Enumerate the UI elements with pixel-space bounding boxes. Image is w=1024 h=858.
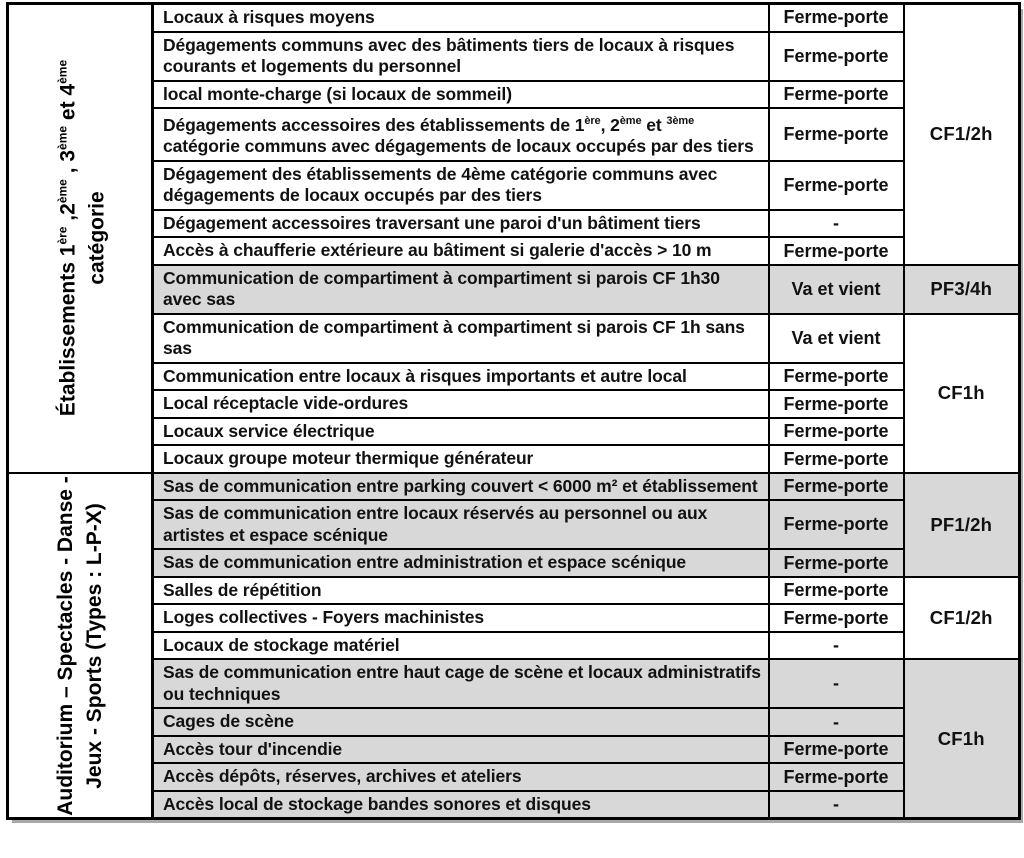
door-type-cell: Ferme-porte xyxy=(769,161,904,210)
requirement-description-cell: Local réceptacle vide-ordures xyxy=(153,390,769,418)
table-row xyxy=(8,736,1020,764)
door-type-cell: Va et vient xyxy=(769,265,904,314)
requirement-description-cell: Sas de communication entre haut cage de scène et locaux administratifs ou techniques xyxy=(153,659,769,708)
fire-rating-cell: CF1h xyxy=(904,659,1020,819)
fire-rating-cell: CF1/2h xyxy=(904,4,1020,265)
requirement-description-cell: Accès local de stockage bandes sonores et disques xyxy=(153,791,769,819)
table-row xyxy=(8,4,1020,32)
door-type-cell: Ferme-porte xyxy=(769,390,904,418)
door-type-cell: Ferme-porte xyxy=(769,81,904,109)
table-row xyxy=(8,418,1020,446)
fire-rating-cell: CF1/2h xyxy=(904,577,1020,660)
fire-rating-cell: PF1/2h xyxy=(904,473,1020,577)
door-type-cell: Ferme-porte xyxy=(769,473,904,501)
table-row xyxy=(8,659,1020,708)
table-row xyxy=(8,791,1020,819)
table-row xyxy=(8,237,1020,265)
table-row xyxy=(8,708,1020,736)
table-row xyxy=(8,549,1020,577)
door-type-cell: - xyxy=(769,632,904,660)
door-type-cell: - xyxy=(769,659,904,708)
door-type-cell: Ferme-porte xyxy=(769,549,904,577)
requirement-description-cell: Sas de communication entre parking couvert < 6000 m² et établissement xyxy=(153,473,769,501)
requirement-description-cell: Locaux de stockage matériel xyxy=(153,632,769,660)
table-row xyxy=(8,161,1020,210)
requirement-description-cell: Dégagement des établissements de 4ème catégorie communs avec dégagements de locaux occupés par des tiers xyxy=(153,161,769,210)
category-group-label-line: catégorie xyxy=(85,191,109,286)
table-row xyxy=(8,632,1020,660)
door-type-cell: Ferme-porte xyxy=(769,577,904,605)
door-type-cell: Ferme-porte xyxy=(769,4,904,32)
category-group-cell xyxy=(8,4,153,473)
table-row xyxy=(8,363,1020,391)
requirement-description-cell: Dégagement accessoires traversant une paroi d'un bâtiment tiers xyxy=(153,210,769,238)
door-type-cell: Ferme-porte xyxy=(769,237,904,265)
table-row xyxy=(8,32,1020,81)
door-type-cell: Ferme-porte xyxy=(769,445,904,473)
door-type-cell: Ferme-porte xyxy=(769,418,904,446)
requirement-description-cell: Communication entre locaux à risques importants et autre local xyxy=(153,363,769,391)
table-row xyxy=(8,763,1020,791)
requirement-description-cell: Dégagements communs avec des bâtiments tiers de locaux à risques courants et logements du personnel xyxy=(153,32,769,81)
requirement-description-cell: Communication de compartiment à compartiment si parois CF 1h30 avec sas xyxy=(153,265,769,314)
category-group-label-line: Établissements 1ère ,2ème , 3ème et 4ème xyxy=(55,60,80,417)
door-type-cell: - xyxy=(769,791,904,819)
table-row xyxy=(8,265,1020,314)
table-row xyxy=(8,445,1020,473)
requirement-description-cell: Loges collectives - Foyers machinistes xyxy=(153,604,769,632)
category-group-label-line: Auditorium – Spectacles - Danse - xyxy=(54,475,77,816)
category-group-label xyxy=(51,476,109,816)
requirement-description-cell: Sas de communication entre locaux réservés au personnel ou aux artistes et espace scénique xyxy=(153,500,769,549)
requirement-description-cell: Accès tour d'incendie xyxy=(153,736,769,764)
category-group-label-line: Jeux - Sports (Types : L-P-X) xyxy=(83,502,106,789)
table-row xyxy=(8,500,1020,549)
door-type-cell: - xyxy=(769,708,904,736)
requirement-description-cell: Accès à chaufferie extérieure au bâtiment si galerie d'accès > 10 m xyxy=(153,237,769,265)
door-type-cell: Ferme-porte xyxy=(769,763,904,791)
fire-rating-cell: PF3/4h xyxy=(904,265,1020,314)
table-body xyxy=(8,4,1020,819)
table-row xyxy=(8,108,1020,161)
door-type-cell: - xyxy=(769,210,904,238)
table-row xyxy=(8,210,1020,238)
table-row xyxy=(8,577,1020,605)
door-type-cell: Ferme-porte xyxy=(769,736,904,764)
requirement-description-cell: Dégagements accessoires des établissements de 1ère, 2ème et $^{3ème}$ catégorie communs avec dégagements de locaux occupés par des tiers xyxy=(153,108,769,161)
requirement-description-cell: Accès dépôts, réserves, archives et ateliers xyxy=(153,763,769,791)
requirement-description-cell: Locaux service électrique xyxy=(153,418,769,446)
door-requirements-table xyxy=(6,2,1021,820)
requirement-description-cell: Communication de compartiment à compartiment si parois CF 1h sans sas xyxy=(153,314,769,363)
table-row xyxy=(8,604,1020,632)
table-row xyxy=(8,390,1020,418)
door-type-cell: Ferme-porte xyxy=(769,363,904,391)
requirement-description-cell: local monte-charge (si locaux de sommeil) xyxy=(153,81,769,109)
requirement-description-cell: Locaux groupe moteur thermique générateur xyxy=(153,445,769,473)
requirement-description-cell: Cages de scène xyxy=(153,708,769,736)
table-row xyxy=(8,81,1020,109)
door-type-cell: Ferme-porte xyxy=(769,108,904,161)
door-type-cell: Ferme-porte xyxy=(769,604,904,632)
table-row xyxy=(8,314,1020,363)
requirement-description-cell: Salles de répétition xyxy=(153,577,769,605)
requirement-description-cell: Locaux à risques moyens xyxy=(153,4,769,32)
door-type-cell: Ferme-porte xyxy=(769,32,904,81)
door-type-cell: Va et vient xyxy=(769,314,904,363)
requirement-description-cell: Sas de communication entre administration et espace scénique xyxy=(153,549,769,577)
category-group-cell xyxy=(8,473,153,819)
door-type-cell: Ferme-porte xyxy=(769,500,904,549)
category-group-label xyxy=(49,60,112,416)
table-row xyxy=(8,473,1020,501)
fire-rating-cell: CF1h xyxy=(904,314,1020,473)
